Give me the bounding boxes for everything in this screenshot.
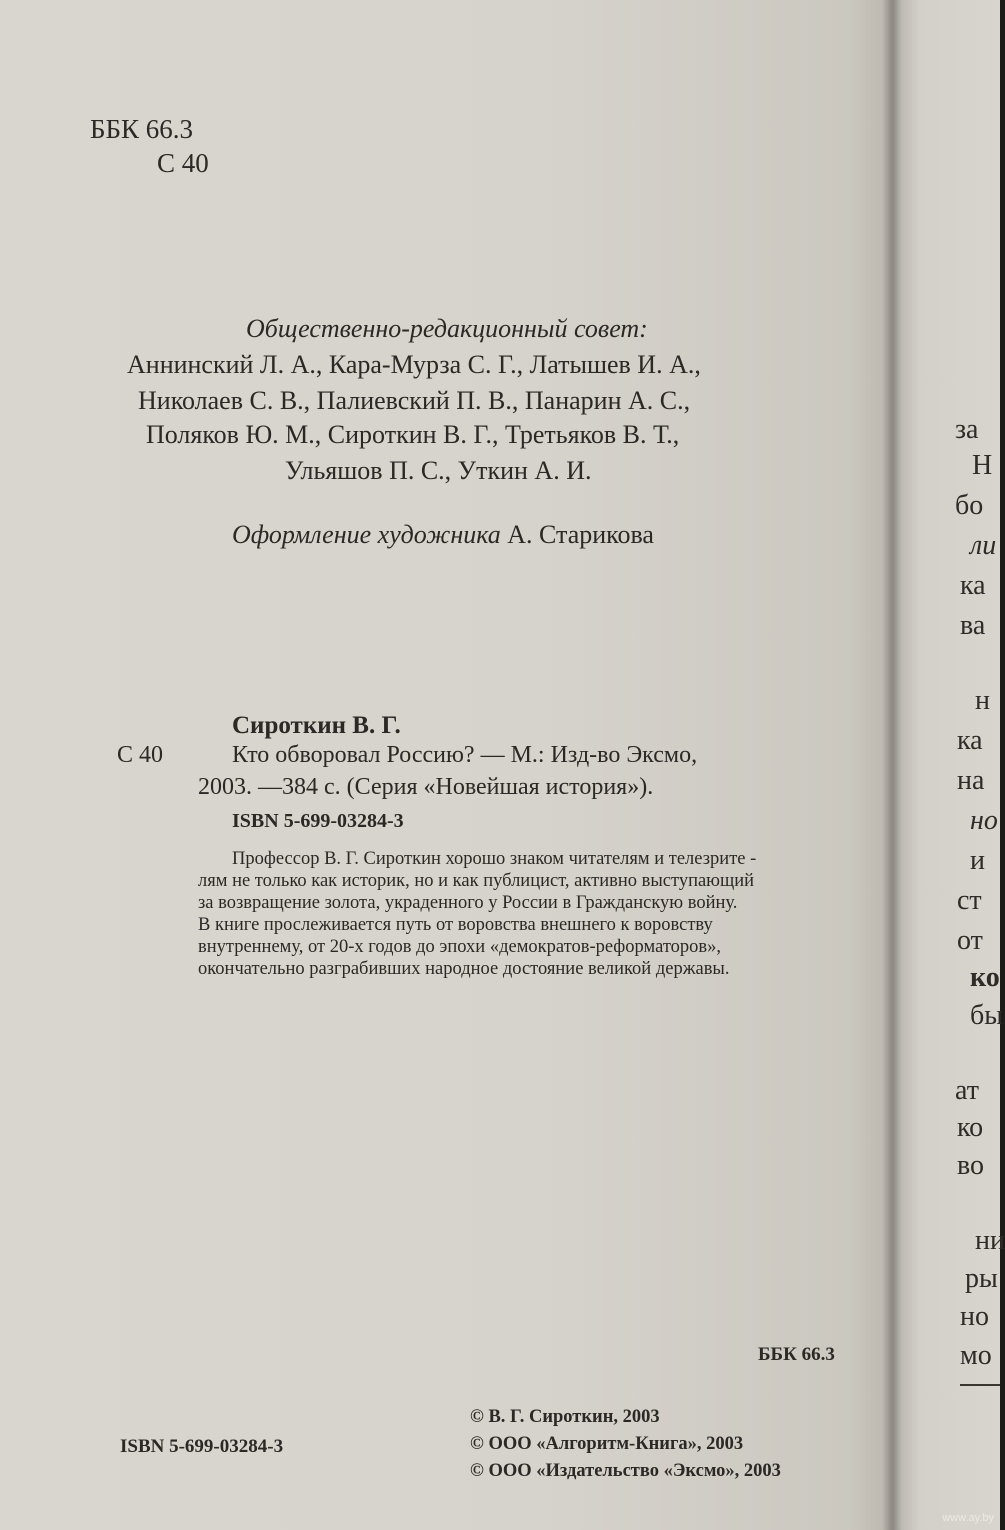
abstract-line: В книге прослеживается путь от воровства внешнего к воровству	[198, 915, 713, 935]
council-line: Аннинский Л. А., Кара-Мурза С. Г., Латышев И. А.,	[127, 350, 701, 379]
right-page-rule	[960, 1384, 1000, 1386]
edge-fragment: ры	[965, 1263, 998, 1294]
abstract-line: за возвращение золота, украденного у России в Гражданскую войну.	[198, 893, 738, 913]
edge-fragment: и	[970, 845, 985, 876]
copyright-line: © В. Г. Сироткин, 2003	[470, 1407, 660, 1427]
edge-fragment: от	[957, 925, 983, 956]
bbk-code: ББК 66.3	[90, 114, 194, 144]
edge-fragment: ни	[975, 1225, 1005, 1256]
design-credit	[232, 520, 654, 550]
edge-fragment: во	[957, 1150, 985, 1181]
edge-fragment: но	[970, 805, 998, 836]
council-line: Ульяшов П. С., Уткин А. И.	[285, 456, 592, 485]
footer-isbn: ISBN 5-699-03284-3	[120, 1436, 284, 1457]
catalog-isbn: ISBN 5-699-03284-3	[232, 810, 404, 832]
abstract-line: окончательно разграбивших народное достояние великой державы.	[198, 959, 730, 979]
edge-fragment: но	[960, 1301, 989, 1332]
edge-fragment: за	[955, 414, 979, 445]
edge-fragment: ко	[970, 962, 1000, 993]
catalog-line: Кто обворовал Россию? — М.: Изд-во Эксмо,	[232, 742, 698, 768]
council-line: Поляков Ю. М., Сироткин В. Г., Третьяков В. Т.,	[146, 420, 680, 449]
catalog-author: Сироткин В. Г.	[232, 712, 401, 739]
edge-fragment: на	[957, 765, 985, 796]
edge-fragment: бо	[955, 490, 984, 521]
edge-fragment: ат	[955, 1075, 979, 1106]
council-heading: Общественно-редакционный совет:	[246, 314, 648, 343]
copyright-line: © ООО «Алгоритм-Книга», 2003	[470, 1434, 744, 1454]
watermark: www.ay.by	[942, 1512, 994, 1524]
design-label: Оформление художника	[232, 520, 501, 549]
edge-fragment: Н	[972, 450, 993, 481]
abstract-line: лям не только как историк, но и как публицист, активно выступающий	[198, 871, 755, 891]
edge-fragment: ка	[957, 725, 983, 756]
edge-fragment: н	[975, 685, 990, 716]
catalog-line: 2003. —384 с. (Серия «Новейшая история»).	[198, 774, 654, 800]
abstract-line: Профессор В. Г. Сироткин хорошо знаком читателям и телезрите -	[232, 849, 757, 869]
edge-fragment: ва	[960, 610, 986, 641]
catalog-bbk: ББК 66.3	[758, 1344, 835, 1365]
council-line: Николаев С. В., Палиевский П. В., Панарин А. С.,	[138, 386, 691, 415]
design-artist: А. Старикова	[507, 520, 654, 549]
edge-fragment: бы	[970, 1000, 1004, 1031]
copyright-list	[470, 1404, 781, 1485]
copyright-line: © ООО «Издательство «Эксмо», 2003	[470, 1461, 781, 1481]
edge-fragment: ко	[957, 1112, 984, 1143]
edge-fragment: ли	[970, 530, 997, 561]
edge-fragment: ст	[957, 885, 982, 916]
catalog-abstract	[198, 848, 832, 980]
bbk-author-mark: С 40	[157, 148, 209, 178]
edge-fragment: ка	[960, 570, 986, 601]
book-gutter	[882, 0, 902, 1530]
catalog-author-mark: С 40	[117, 742, 164, 768]
abstract-line: внутреннему, от 20-х годов до эпохи «демократов-реформаторов»,	[198, 937, 722, 957]
edge-fragment: мо	[960, 1340, 992, 1371]
